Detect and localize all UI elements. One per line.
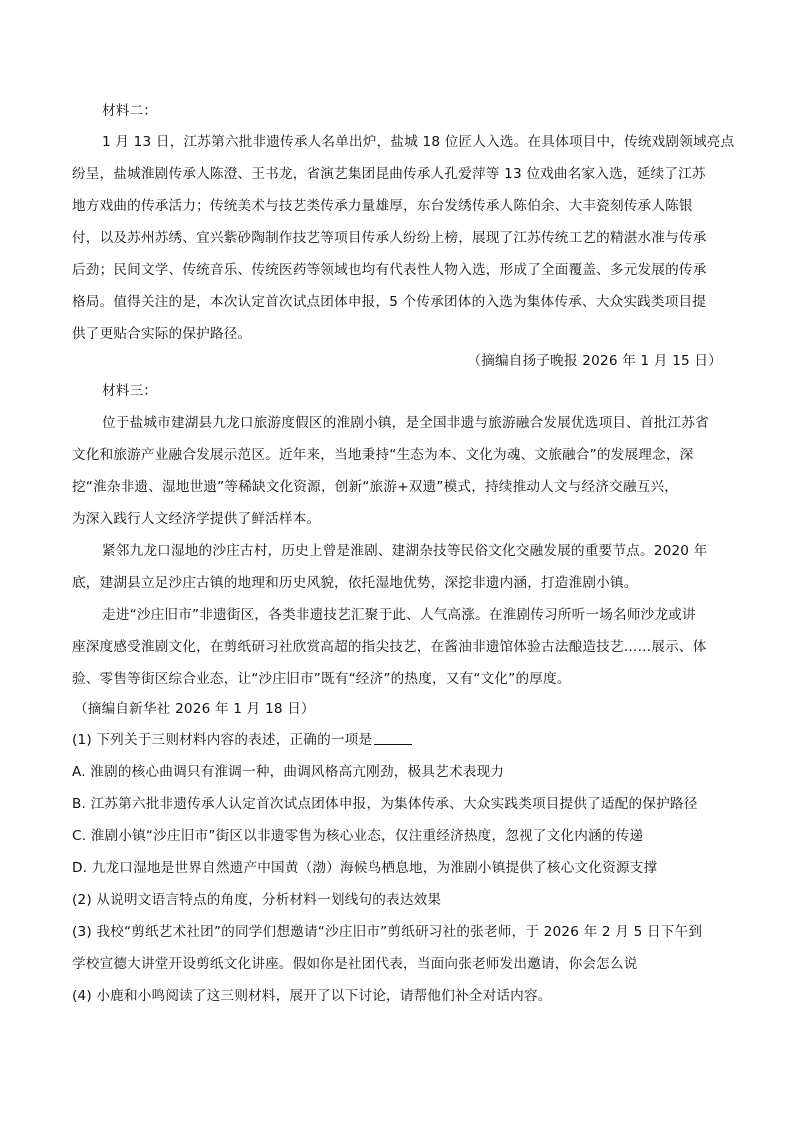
answer-blank[interactable] (374, 732, 412, 745)
option-c: C. 淮剧小镇“沙庄旧市”街区以非遗零售为核心业态，仅注重经济热度，忽视了文化内涵的传递 (72, 828, 644, 844)
question-1 (72, 731, 722, 749)
question-2: (2) 从说明文语言特点的角度，分析材料一划线句的表达效果 (72, 892, 442, 908)
paragraph-line: 座深度感受淮剧文化，在剪纸研习社欣赏高超的指尖技艺，在酱油非遗馆体验古法酿造技艺……展示、体 (72, 639, 707, 655)
question-3-continued: 学校宣德大讲堂开设剪纸文化讲座。假如你是社团代表，当面向张老师发出邀请，你会怎么说 (72, 956, 638, 972)
paragraph-line: 1 月 13 日，江苏第六批非遗传承人名单出炉，盐城 18 位匠人入选。在具体项目中，传统戏剧领域亮点 (102, 134, 735, 150)
question-text: (1) 下列关于三则材料内容的表述，正确的一项是 (72, 732, 373, 748)
paragraph-line: 付，以及苏州苏绣、宜兴紫砂陶制作技艺等项目传承人纷纷上榜，展现了江苏传统工艺的精湛水准与传承 (72, 230, 707, 246)
material3-heading: 材料三： (102, 383, 158, 399)
paragraph-line: 格局。值得关注的是，本次认定首次试点团体申报，5 个传承团体的入选为集体传承、大众实践类项目提 (72, 294, 707, 310)
paragraph-line: 地方戏曲的传承活力；传统美术与技艺类传承力量雄厚，东台发绣传承人陈伯余、大丰瓷刻传承人陈银 (72, 198, 693, 214)
paragraph-line: 为深入践行人文经济学提供了鲜活样本。 (72, 511, 321, 527)
source-citation: （摘编自扬子晚报 2026 年 1 月 15 日） (467, 353, 722, 369)
paragraph-line: 供了更贴合实际的保护路径。 (72, 326, 252, 342)
paragraph-line: 走进“沙庄旧市”非遗街区，各类非遗技艺汇聚于此、人气高涨。在淮剧传习所听一场名师沙龙或讲 (102, 607, 696, 623)
option-b: B. 江苏第六批非遗传承人认定首次试点团体申报，为集体传承、大众实践类项目提供了适配的保护路径 (72, 796, 698, 812)
option-a: A. 淮剧的核心曲调只有淮调一种，曲调风格高亢刚劲，极具艺术表现力 (72, 764, 505, 780)
question-4: (4) 小鹿和小鸣阅读了这三则材料，展开了以下讨论，请帮他们补全对话内容。 (72, 988, 552, 1004)
option-d: D. 九龙口湿地是世界自然遗产中国黄（渤）海候鸟栖息地，为淮剧小镇提供了核心文化资源支撑 (72, 860, 658, 876)
paragraph-line: 紧邻九龙口湿地的沙庄古村，历史上曾是淮剧、建湖杂技等民俗文化交融发展的重要节点。2020 年 (102, 543, 708, 559)
paragraph-line: 底，建湖县立足沙庄古镇的地理和历史风貌，依托湿地优势，深挖非遗内涵，打造淮剧小镇。 (72, 575, 638, 591)
paragraph-line: 挖“淮杂非遗、湿地世遗”等稀缺文化资源，创新“旅游+双遗”模式，持续推动人文与经济交融互兴， (72, 479, 679, 495)
paragraph-line: 纷呈，盐城淮剧传承人陈澄、王书龙，省演艺集团昆曲传承人孔爱萍等 13 位戏曲名家入选，延续了江苏 (72, 166, 706, 182)
source-citation: （摘编自新华社 2026 年 1 月 18 日） (74, 701, 315, 717)
paragraph-line: 位于盐城市建湖县九龙口旅游度假区的淮剧小镇，是全国非遗与旅游融合发展优选项目、首批江苏省 (102, 415, 709, 431)
material2-heading: 材料二： (102, 103, 158, 119)
paragraph-line: 文化和旅游产业融合发展示范区。近年来，当地秉持“生态为本、文化为魂、文旅融合”的发展理念，深 (72, 447, 694, 463)
paragraph-line: 验、零售等街区综合业态，让“沙庄旧市”既有“经济”的热度，又有“文化”的厚度。 (72, 671, 571, 687)
question-3: (3) 我校“剪纸艺术社团”的同学们想邀请“沙庄旧市”剪纸研习社的张老师，于 2026 年 2 月 5 日下午到 (72, 924, 703, 940)
paragraph-line: 后劲；民间文学、传统音乐、传统医药等领域也均有代表性人物入选，形成了全面覆盖、多元发展的传承 (72, 262, 707, 278)
